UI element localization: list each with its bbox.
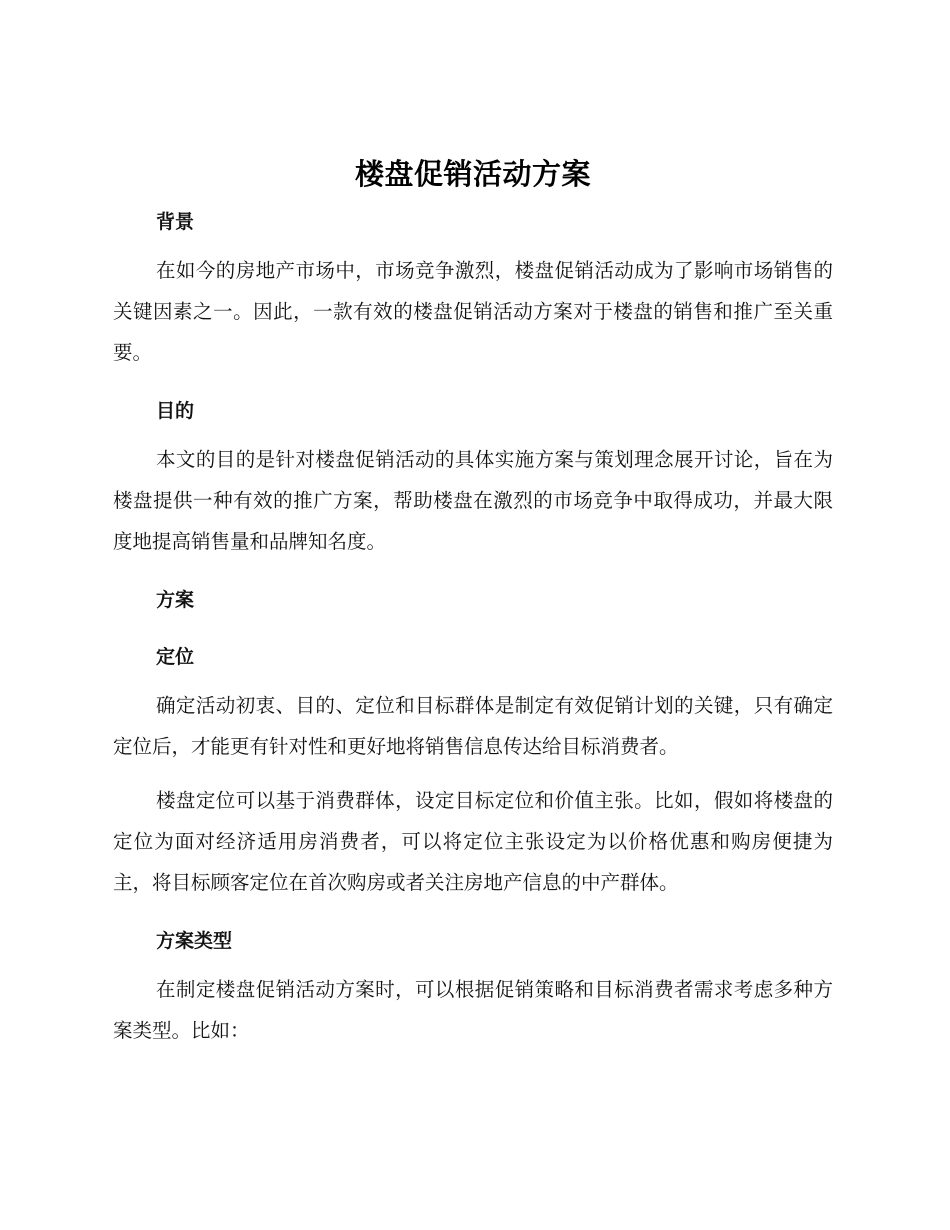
purpose-paragraph: 本文的目的是针对楼盘促销活动的具体实施方案与策划理念展开讨论，旨在为楼盘提供一种有效的推广方案，帮助楼盘在激烈的市场竞争中取得成功，并最大限度地提高销售量和品牌知名度。 [113, 448, 833, 553]
section-heading-plan-types: 方案类型 [156, 930, 233, 952]
section-heading-plan: 方案 [156, 589, 195, 611]
positioning-paragraph-1: 确定活动初衷、目的、定位和目标群体是制定有效促销计划的关键，只有确定定位后，才能更有针对性和更好地将销售信息传达给目标消费者。 [113, 694, 833, 758]
document-page [113, 148, 833, 1051]
section-heading-background: 背景 [156, 211, 195, 233]
section-heading-positioning: 定位 [156, 646, 195, 668]
plan-types-paragraph: 在制定楼盘促销活动方案时，可以根据促销策略和目标消费者需求考虑多种方案类型。比如： [113, 978, 833, 1042]
document-title: 楼盘促销活动方案 [354, 157, 591, 191]
background-paragraph: 在如今的房地产市场中，市场竞争激烈，楼盘促销活动成为了影响市场销售的关键因素之一。因此，一款有效的楼盘促销活动方案对于楼盘的销售和推广至关重要。 [113, 259, 833, 364]
section-heading-purpose: 目的 [156, 400, 195, 422]
positioning-paragraph-2: 楼盘定位可以基于消费群体，设定目标定位和价值主张。比如，假如将楼盘的定位为面对经济适用房消费者，可以将定位主张设定为以价格优惠和购房便捷为主，将目标顾客定位在首次购房或者关注房地产信息的中产群体。 [113, 789, 833, 894]
